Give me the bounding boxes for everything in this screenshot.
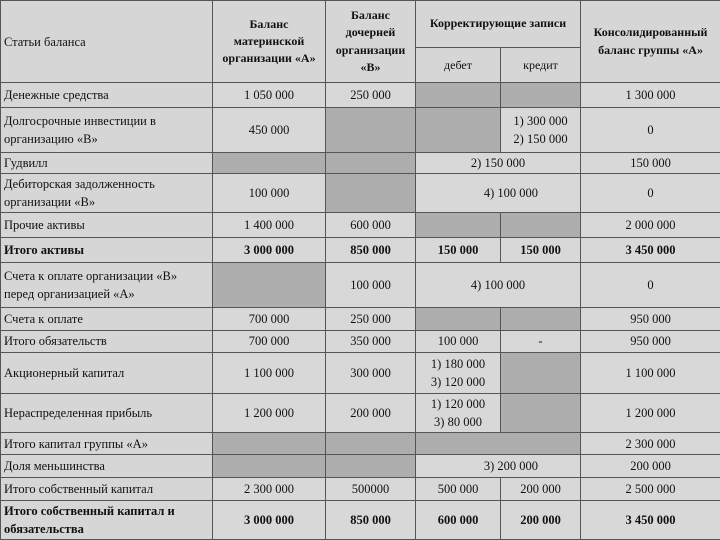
parent-value: 2 300 000	[213, 478, 326, 501]
debit-value: 600 000	[416, 500, 501, 539]
child-value: 600 000	[326, 213, 416, 238]
row-label: Итого активы	[1, 237, 213, 262]
table-row	[1, 432, 720, 455]
credit-value: 150 000	[501, 237, 581, 262]
child-value: 250 000	[326, 307, 416, 330]
consolidated-value: 0	[581, 262, 720, 307]
table-row	[1, 174, 720, 213]
cell-line: 1) 180 000	[430, 357, 486, 372]
table-row	[1, 307, 720, 330]
cell-line: 2) 150 000	[513, 132, 568, 147]
child-value: 850 000	[326, 500, 416, 539]
table-row	[1, 455, 720, 478]
credit-value: 200 000	[501, 478, 581, 501]
child-value: 200 000	[326, 394, 416, 432]
row-label: Счета к оплате	[1, 307, 213, 330]
child-value: 350 000	[326, 330, 416, 353]
cell-line: 1) 300 000	[513, 114, 568, 129]
parent-value	[213, 432, 326, 455]
debit-value	[416, 394, 501, 432]
consolidated-value: 3 450 000	[581, 500, 720, 539]
debit-value: 150 000	[416, 237, 501, 262]
parent-value: 700 000	[213, 307, 326, 330]
row-label: Гудвилл	[1, 153, 213, 174]
consolidated-value: 3 450 000	[581, 237, 720, 262]
cell-line: 3) 120 000	[430, 375, 486, 390]
table-row	[1, 478, 720, 501]
credit-value: -	[501, 330, 581, 353]
consolidated-value: 0	[581, 108, 720, 153]
table-row	[1, 353, 720, 394]
debit-value: 2) 150 000	[416, 153, 581, 174]
row-label: Акционерный капитал	[1, 353, 213, 394]
consolidated-value: 1 300 000	[581, 83, 720, 108]
debit-value	[416, 108, 501, 153]
header-child: Баланс дочерней организации «В»	[326, 1, 416, 83]
consolidated-value: 950 000	[581, 330, 720, 353]
header-consolidated: Консолидированный баланс группы «А»	[581, 1, 720, 83]
row-label: Долгосрочные инвестиции в организацию «В»	[1, 108, 213, 153]
header-adjustments: Корректирующие записи	[416, 1, 581, 48]
parent-value	[213, 455, 326, 478]
parent-value: 1 050 000	[213, 83, 326, 108]
child-value	[326, 153, 416, 174]
credit-value	[501, 108, 581, 153]
child-value: 300 000	[326, 353, 416, 394]
table-row	[1, 262, 720, 307]
table-row	[1, 153, 720, 174]
consolidated-value: 150 000	[581, 153, 720, 174]
row-label: Счета к оплате организации «В» перед организацией «А»	[1, 262, 213, 307]
parent-value: 3 000 000	[213, 237, 326, 262]
debit-value	[416, 307, 501, 330]
debit-value	[416, 353, 501, 394]
parent-value: 450 000	[213, 108, 326, 153]
child-value	[326, 455, 416, 478]
consolidated-value: 2 500 000	[581, 478, 720, 501]
row-label: Доля меньшинства	[1, 455, 213, 478]
row-label: Денежные средства	[1, 83, 213, 108]
consolidated-value: 0	[581, 174, 720, 213]
header-parent: Баланс материнской организации «А»	[213, 1, 326, 83]
row-label: Нераспределенная прибыль	[1, 394, 213, 432]
credit-value	[501, 353, 581, 394]
child-value	[326, 108, 416, 153]
debit-value	[416, 83, 501, 108]
child-value	[326, 432, 416, 455]
credit-value	[501, 83, 581, 108]
consolidated-value: 200 000	[581, 455, 720, 478]
credit-value	[501, 394, 581, 432]
consolidated-value: 950 000	[581, 307, 720, 330]
row-label: Итого собственный капитал и обязательства	[1, 500, 213, 539]
parent-value: 1 400 000	[213, 213, 326, 238]
table-row	[1, 108, 720, 153]
parent-value	[213, 153, 326, 174]
row-label: Итого собственный капитал	[1, 478, 213, 501]
parent-value: 3 000 000	[213, 500, 326, 539]
table-row	[1, 500, 720, 539]
parent-value: 700 000	[213, 330, 326, 353]
credit-value: 200 000	[501, 500, 581, 539]
debit-value	[416, 213, 501, 238]
child-value: 250 000	[326, 83, 416, 108]
row-label: Дебиторская задолженность организации «В»	[1, 174, 213, 213]
cell-line: 3) 80 000	[434, 415, 482, 430]
debit-value: 4) 100 000	[416, 262, 581, 307]
consolidated-value: 1 100 000	[581, 353, 720, 394]
parent-value: 1 200 000	[213, 394, 326, 432]
parent-value	[213, 262, 326, 307]
debit-value: 100 000	[416, 330, 501, 353]
header-credit: кредит	[501, 48, 581, 83]
row-label: Итого капитал группы «А»	[1, 432, 213, 455]
adjustment-value	[416, 432, 581, 455]
credit-value	[501, 213, 581, 238]
row-label: Итого обязательств	[1, 330, 213, 353]
debit-value: 500 000	[416, 478, 501, 501]
consolidated-value: 1 200 000	[581, 394, 720, 432]
consolidated-value: 2 000 000	[581, 213, 720, 238]
table-row	[1, 330, 720, 353]
cell-line: 1) 120 000	[430, 396, 486, 411]
table-row	[1, 394, 720, 432]
consolidated-value: 2 300 000	[581, 432, 720, 455]
header-debit: дебет	[416, 48, 501, 83]
table-row	[1, 83, 720, 108]
child-value: 100 000	[326, 262, 416, 307]
credit-value: 3) 200 000	[416, 455, 581, 478]
credit-value	[501, 307, 581, 330]
parent-value: 100 000	[213, 174, 326, 213]
child-value	[326, 174, 416, 213]
child-value: 500000	[326, 478, 416, 501]
row-label: Прочие активы	[1, 213, 213, 238]
table-row	[1, 237, 720, 262]
child-value: 850 000	[326, 237, 416, 262]
table-row	[1, 213, 720, 238]
credit-value: 4) 100 000	[416, 174, 581, 213]
header-items: Статьи баланса	[1, 1, 213, 83]
parent-value: 1 100 000	[213, 353, 326, 394]
